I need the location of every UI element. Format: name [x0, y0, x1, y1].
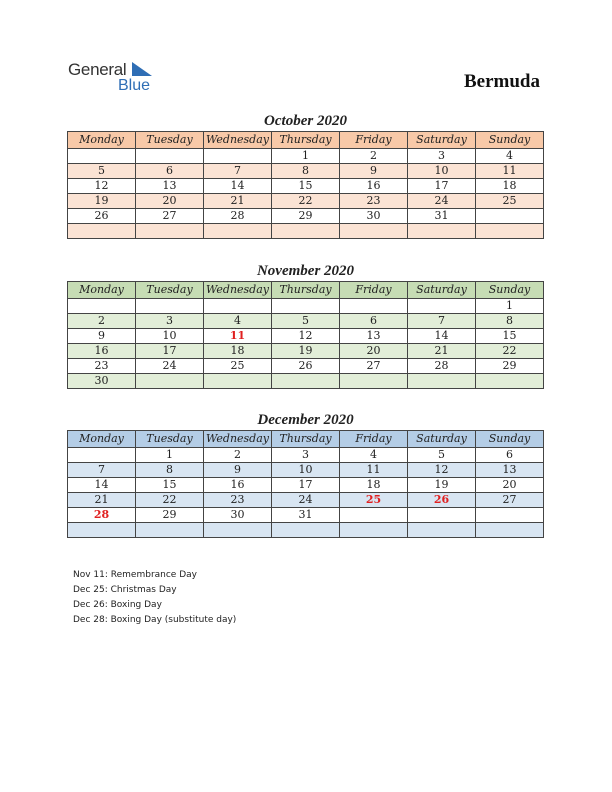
day-cell — [476, 523, 544, 538]
week-row — [68, 314, 544, 329]
week-row — [68, 329, 544, 344]
day-cell: 5 — [68, 164, 136, 179]
day-cell: 30 — [204, 508, 272, 523]
day-cell: 24 — [272, 493, 340, 508]
month-title: November 2020 — [256, 263, 355, 279]
day-cell: 23 — [204, 493, 272, 508]
day-cell: 12 — [408, 463, 476, 478]
day-cell: 29 — [272, 209, 340, 224]
day-cell: 5 — [272, 314, 340, 329]
day-cell — [204, 224, 272, 239]
day-cell — [340, 224, 408, 239]
day-cell — [408, 523, 476, 538]
day-cell — [408, 374, 476, 389]
day-cell: 12 — [272, 329, 340, 344]
weekday-header: Sunday — [476, 282, 544, 299]
day-cell — [136, 523, 204, 538]
day-cell: 2 — [68, 314, 136, 329]
day-cell — [476, 224, 544, 239]
day-cell: 19 — [408, 478, 476, 493]
weekday-header: Tuesday — [136, 282, 204, 299]
day-cell — [204, 523, 272, 538]
day-cell: 6 — [136, 164, 204, 179]
day-cell: 28 — [68, 508, 136, 523]
day-cell: 31 — [272, 508, 340, 523]
day-cell: 21 — [68, 493, 136, 508]
day-cell — [68, 224, 136, 239]
day-cell: 26 — [272, 359, 340, 374]
weekday-header: Thursday — [272, 431, 340, 448]
day-cell: 24 — [408, 194, 476, 209]
week-row — [68, 299, 544, 314]
day-cell — [68, 299, 136, 314]
weekday-header: Monday — [68, 132, 136, 149]
day-cell: 23 — [68, 359, 136, 374]
day-cell: 1 — [136, 448, 204, 463]
day-cell — [340, 523, 408, 538]
day-cell: 20 — [340, 344, 408, 359]
day-cell — [408, 224, 476, 239]
day-cell — [136, 374, 204, 389]
day-cell: 9 — [204, 463, 272, 478]
day-cell: 15 — [476, 329, 544, 344]
day-cell — [272, 523, 340, 538]
day-cell: 1 — [476, 299, 544, 314]
day-cell: 25 — [204, 359, 272, 374]
week-row — [68, 359, 544, 374]
day-cell: 18 — [340, 478, 408, 493]
day-cell: 11 — [204, 329, 272, 344]
day-cell: 31 — [408, 209, 476, 224]
calendar-table — [67, 131, 544, 239]
day-cell: 27 — [340, 359, 408, 374]
weekday-header: Wednesday — [204, 132, 272, 149]
day-cell: 17 — [408, 179, 476, 194]
day-cell: 19 — [272, 344, 340, 359]
day-cell: 25 — [340, 493, 408, 508]
day-cell — [476, 374, 544, 389]
month-title: December 2020 — [257, 412, 354, 428]
day-cell: 10 — [408, 164, 476, 179]
day-cell: 2 — [340, 149, 408, 164]
day-cell — [136, 224, 204, 239]
day-cell: 13 — [476, 463, 544, 478]
day-cell: 19 — [68, 194, 136, 209]
day-cell — [272, 299, 340, 314]
month-december — [67, 410, 544, 538]
week-row — [68, 149, 544, 164]
day-cell: 2 — [204, 448, 272, 463]
day-cell — [408, 299, 476, 314]
day-cell: 26 — [68, 209, 136, 224]
day-cell: 28 — [204, 209, 272, 224]
day-cell: 7 — [204, 164, 272, 179]
day-cell: 26 — [408, 493, 476, 508]
day-cell: 12 — [68, 179, 136, 194]
day-cell: 1 — [272, 149, 340, 164]
day-cell: 8 — [272, 164, 340, 179]
day-cell: 30 — [340, 209, 408, 224]
day-cell: 7 — [408, 314, 476, 329]
day-cell: 22 — [476, 344, 544, 359]
weekday-header: Tuesday — [136, 132, 204, 149]
week-row — [68, 209, 544, 224]
logo-flag-icon — [132, 62, 152, 78]
logo-text-blue: Blue — [118, 77, 151, 94]
day-cell: 17 — [272, 478, 340, 493]
day-cell: 30 — [68, 374, 136, 389]
week-row — [68, 448, 544, 463]
day-cell: 25 — [476, 194, 544, 209]
day-cell — [340, 299, 408, 314]
week-row — [68, 523, 544, 538]
day-cell: 3 — [272, 448, 340, 463]
calendar-table — [67, 430, 544, 538]
weekday-header-row — [68, 282, 544, 299]
day-cell: 5 — [408, 448, 476, 463]
logo — [68, 60, 168, 96]
day-cell: 16 — [340, 179, 408, 194]
weekday-header: Friday — [340, 282, 408, 299]
weekday-header: Wednesday — [204, 282, 272, 299]
month-november — [67, 261, 544, 389]
day-cell — [204, 299, 272, 314]
day-cell: 22 — [272, 194, 340, 209]
day-cell: 10 — [272, 463, 340, 478]
day-cell: 21 — [408, 344, 476, 359]
day-cell: 27 — [476, 493, 544, 508]
week-row — [68, 164, 544, 179]
month-october — [67, 111, 544, 239]
note-item: Dec 26: Boxing Day — [73, 600, 162, 610]
day-cell — [476, 508, 544, 523]
day-cell — [68, 149, 136, 164]
day-cell — [272, 224, 340, 239]
day-cell — [204, 149, 272, 164]
day-cell: 13 — [340, 329, 408, 344]
day-cell — [204, 374, 272, 389]
day-cell — [340, 374, 408, 389]
note-item: Nov 11: Remembrance Day — [73, 570, 197, 580]
day-cell: 6 — [476, 448, 544, 463]
day-cell — [272, 374, 340, 389]
weekday-header: Sunday — [476, 431, 544, 448]
day-cell: 29 — [476, 359, 544, 374]
week-row — [68, 179, 544, 194]
weekday-header: Tuesday — [136, 431, 204, 448]
weekday-header-row — [68, 132, 544, 149]
weekday-header: Thursday — [272, 282, 340, 299]
weekday-header: Monday — [68, 431, 136, 448]
day-cell: 14 — [68, 478, 136, 493]
day-cell: 11 — [476, 164, 544, 179]
day-cell — [68, 448, 136, 463]
day-cell: 6 — [340, 314, 408, 329]
day-cell: 16 — [204, 478, 272, 493]
day-cell: 7 — [68, 463, 136, 478]
day-cell: 11 — [340, 463, 408, 478]
day-cell: 18 — [476, 179, 544, 194]
day-cell — [136, 149, 204, 164]
day-cell: 13 — [136, 179, 204, 194]
week-row — [68, 344, 544, 359]
day-cell: 28 — [408, 359, 476, 374]
weekday-header: Thursday — [272, 132, 340, 149]
day-cell — [136, 299, 204, 314]
week-row — [68, 463, 544, 478]
week-row — [68, 508, 544, 523]
day-cell: 3 — [136, 314, 204, 329]
day-cell: 3 — [408, 149, 476, 164]
day-cell: 16 — [68, 344, 136, 359]
weekday-header: Saturday — [408, 431, 476, 448]
month-title: October 2020 — [264, 113, 347, 129]
day-cell: 8 — [136, 463, 204, 478]
weekday-header: Wednesday — [204, 431, 272, 448]
day-cell — [340, 508, 408, 523]
day-cell — [476, 209, 544, 224]
day-cell: 21 — [204, 194, 272, 209]
day-cell: 4 — [340, 448, 408, 463]
day-cell: 20 — [136, 194, 204, 209]
day-cell: 23 — [340, 194, 408, 209]
week-row — [68, 374, 544, 389]
week-row — [68, 493, 544, 508]
day-cell: 4 — [204, 314, 272, 329]
note-item: Dec 25: Christmas Day — [73, 585, 177, 595]
day-cell — [68, 523, 136, 538]
day-cell: 22 — [136, 493, 204, 508]
weekday-header: Saturday — [408, 282, 476, 299]
day-cell — [408, 508, 476, 523]
day-cell: 27 — [136, 209, 204, 224]
day-cell: 18 — [204, 344, 272, 359]
calendar-table — [67, 281, 544, 389]
day-cell: 4 — [476, 149, 544, 164]
day-cell: 10 — [136, 329, 204, 344]
country-title: Bermuda — [464, 71, 540, 92]
week-row — [68, 194, 544, 209]
weekday-header: Sunday — [476, 132, 544, 149]
day-cell: 9 — [340, 164, 408, 179]
day-cell: 15 — [136, 478, 204, 493]
logo-text-general: General — [68, 60, 127, 79]
day-cell: 9 — [68, 329, 136, 344]
day-cell: 14 — [408, 329, 476, 344]
day-cell: 29 — [136, 508, 204, 523]
weekday-header: Saturday — [408, 132, 476, 149]
week-row — [68, 224, 544, 239]
weekday-header-row — [68, 431, 544, 448]
week-row — [68, 478, 544, 493]
weekday-header: Friday — [340, 431, 408, 448]
weekday-header: Monday — [68, 282, 136, 299]
holiday-notes — [73, 568, 236, 628]
day-cell: 15 — [272, 179, 340, 194]
day-cell: 14 — [204, 179, 272, 194]
day-cell: 8 — [476, 314, 544, 329]
day-cell: 20 — [476, 478, 544, 493]
day-cell: 17 — [136, 344, 204, 359]
note-item: Dec 28: Boxing Day (substitute day) — [73, 615, 237, 625]
weekday-header: Friday — [340, 132, 408, 149]
day-cell: 24 — [136, 359, 204, 374]
